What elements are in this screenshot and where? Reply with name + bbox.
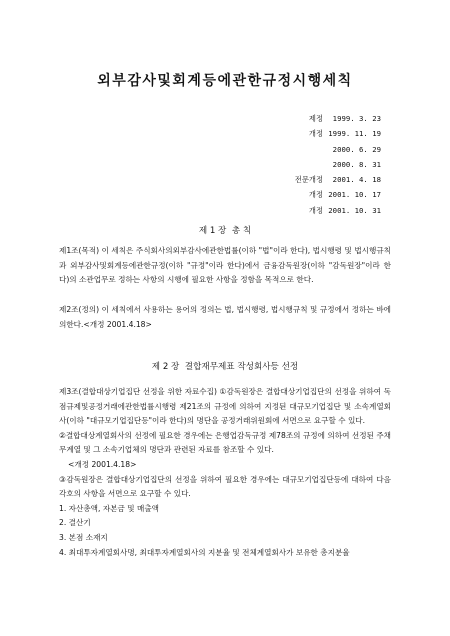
- history-date: 2001. 10. 17: [328, 190, 381, 200]
- revision-history: [295, 111, 381, 218]
- article-1: [59, 244, 391, 288]
- history-row: [295, 142, 381, 157]
- history-label: 전문개정: [294, 175, 323, 185]
- history-row: [295, 187, 381, 202]
- history-date: 1999. 3. 23: [332, 114, 381, 123]
- list-item: 3. 본점 소재지: [59, 532, 108, 542]
- history-date: 1999. 11. 19: [328, 129, 381, 139]
- article-3: [59, 385, 391, 560]
- history-label: 개정: [308, 129, 323, 139]
- history-row: [295, 172, 381, 187]
- list-item: 4. 최대투자계열회사명, 최대투자계열회사의 지분율 및 전체계열회사가 보유한 총지분율: [59, 547, 350, 557]
- list-item: 1. 자산총액, 자본금 및 매출액: [59, 503, 160, 513]
- article-3-paragraph-1: 제3조(결합대상기업집단 선정을 위한 자료수집) ①감독원장은 결합대상기업집단의 선정을 위하여 독점규제및공정거래에관한법률시행령 제21조의 규정에 의하여 지정된 대규모기업집단 및 소속계열회사(이하 "대규모기업집단등"이라 한다)의 명단을 공정거래위원회에 서면으로 요구할 수 있다.: [59, 387, 391, 426]
- history-row: [295, 126, 381, 141]
- article-3-paragraph-3: ③감독원장은 결합대상기업집단의 선정을 위하여 필요한 경우에는 대규모기업집단등에 대하여 다음 각호의 사항을 서면으로 요구할 수 있다.: [59, 474, 391, 499]
- history-row: [295, 111, 381, 126]
- history-date: 2000. 6. 29: [332, 144, 381, 154]
- article-2-text: 제2조(정의) 이 세칙에서 사용하는 용어의 정의는 법, 법시행령, 법시행규칙 및 규정에서 정하는 바에 의한다.<개정 2001.4.18>: [59, 305, 391, 329]
- article-1-text: 제1조(목적) 이 세칙은 주식회사의외부감사에관한법률(이하 "법"이라 한다), 법시행령 및 법시행규칙과 외부감사및회계등에관한규정(이하 "규정"이라 한다)에서 금융감독원장(이하 "감독원장"이라 한다)의 소관업무로 정하는 사항의 시행에 필요한 사항을 정함을 목적으로 한다.: [59, 246, 391, 285]
- history-date: 2001. 10. 31: [328, 205, 381, 215]
- history-row: [295, 157, 381, 172]
- list-item: 2. 결산기: [59, 518, 91, 528]
- document-title: 외부감사및회계등에관한규정시행세칙: [97, 73, 353, 89]
- article-3-amendment-note: <개정 2001.4.18>: [68, 459, 137, 469]
- history-row: [295, 203, 381, 218]
- history-date: 2000. 8. 31: [332, 159, 381, 169]
- history-label: 제정: [308, 114, 323, 123]
- chapter-1-heading: 제 1 장 총 칙: [198, 226, 252, 236]
- article-3-paragraph-2: ②결합대상계열회사의 선정에 필요한 경우에는 은행업감독규정 제78조의 규정에 의하여 선정된 주채무계열 및 그 소속기업체의 명단과 관련된 자료를 참조할 수 있다.: [59, 430, 391, 455]
- history-label: 개정: [308, 190, 323, 200]
- history-date: 2001. 4. 18: [332, 175, 381, 185]
- article-2: [59, 303, 391, 332]
- chapter-2-heading: 제 2 장 결합재무제표 작성회사등 선정: [151, 362, 299, 372]
- history-label: 개정: [308, 205, 323, 215]
